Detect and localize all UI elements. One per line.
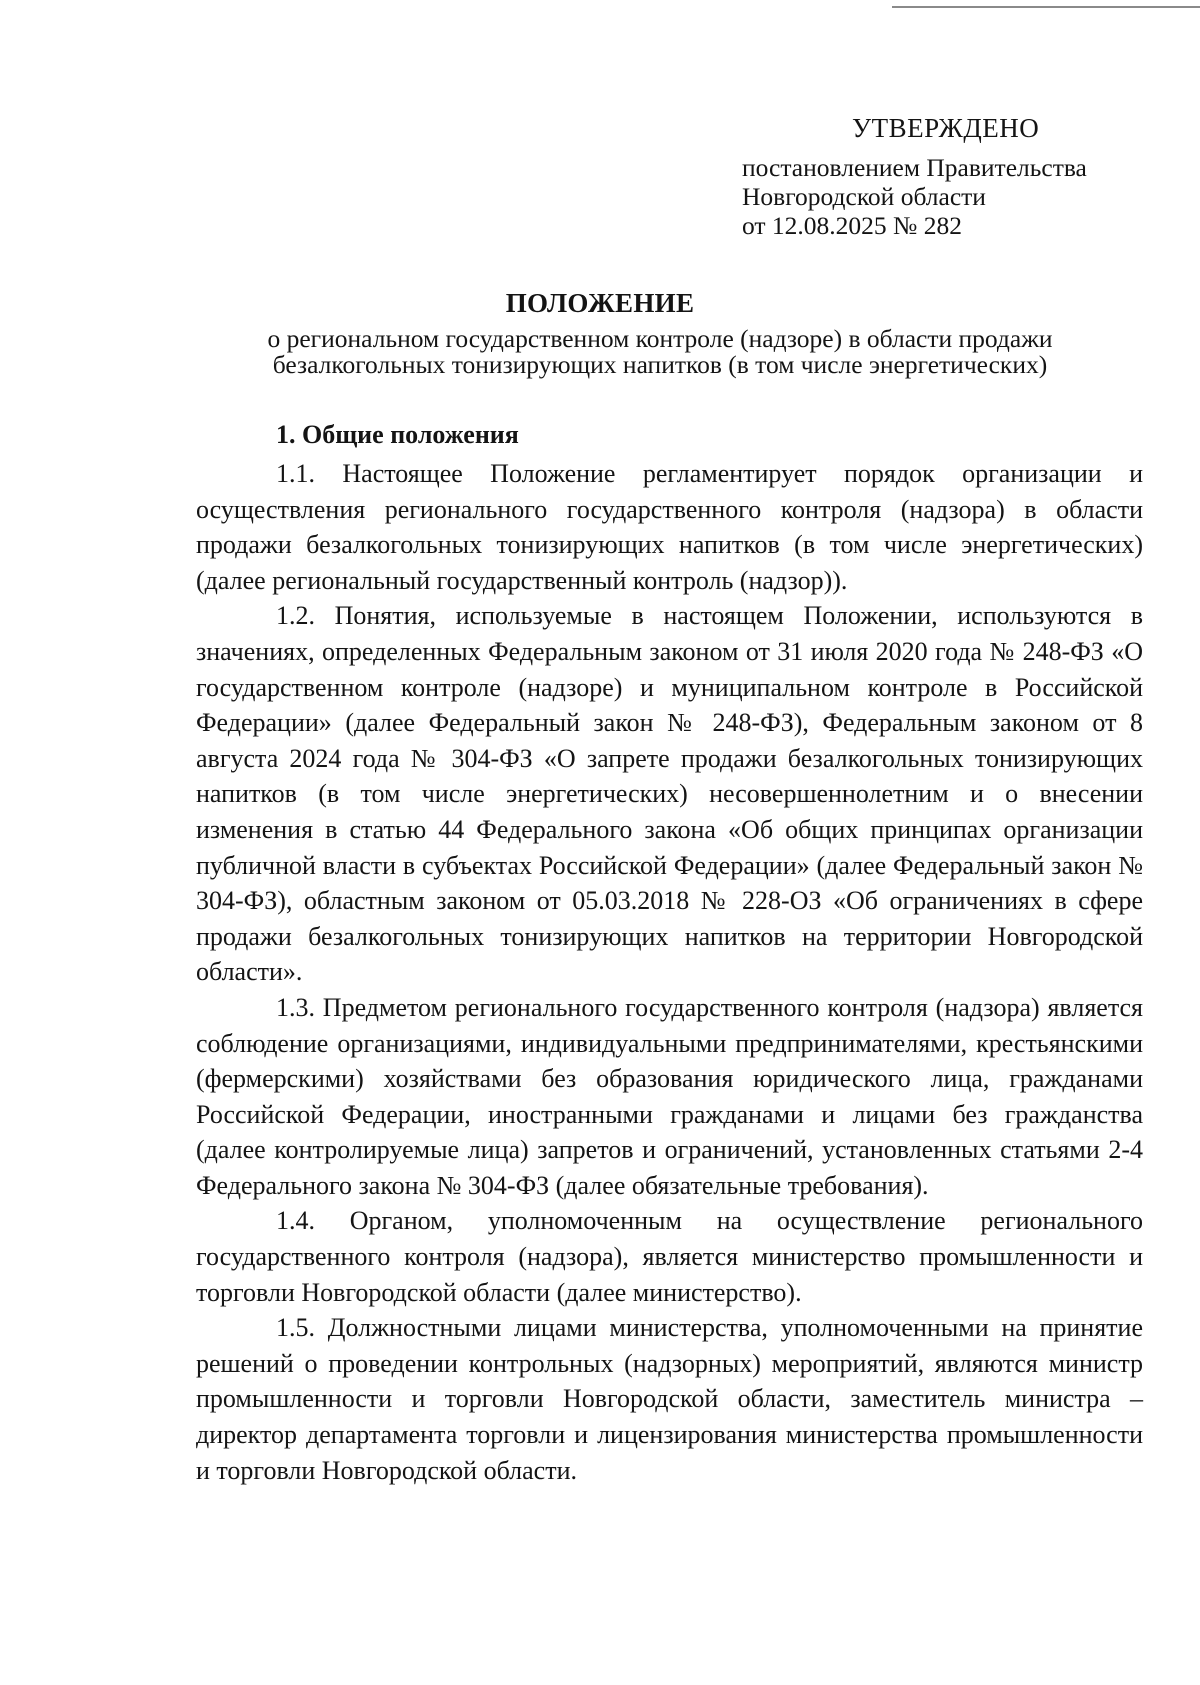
- paragraph-1-4: 1.4. Органом, уполномоченным на осуществление регионального государственного контроля (надзора), является министерство промышленности и торговли Новгородской области (далее министерство).: [196, 1206, 1143, 1307]
- subtitle-line-2: безалкогольных тонизирующих напитков (в том числе энергетических): [272, 350, 1048, 379]
- scan-edge-line: [892, 6, 1200, 8]
- approval-line-date-number: от 12.08.2025 № 282: [742, 211, 963, 240]
- approval-line-resolution: постановлением Правительства: [742, 153, 1087, 182]
- document-title: ПОЛОЖЕНИЕ: [505, 288, 695, 318]
- document-subtitle: [200, 326, 1120, 378]
- paragraph-1-3: 1.3. Предметом регионального государственного контроля (надзора) является соблюдение организациями, индивидуальными предпринимателями, крестьянскими (фермерскими) хозяйствами без образования юридического лица, гражданами Российской Федерации, иностранными гражданами и лицами без гражданства (далее контролируемые лица) запретов и ограничений, установленных статьями 2-4 Федерального закона № 304-ФЗ (далее обязательные требования).: [196, 992, 1143, 1200]
- section-heading: 1. Общие положения: [276, 420, 519, 449]
- section-body: [196, 456, 1143, 1488]
- paragraph-1-1: 1.1. Настоящее Положение регламентирует порядок организации и осуществления регионального государственного контроля (надзора) в области продажи безалкогольных тонизирующих напитков (в том числе энергетических) (далее региональный государственный контроль (надзор)).: [196, 459, 1143, 595]
- subtitle-line-1: о региональном государственном контроле (надзоре) в области продажи: [267, 324, 1053, 353]
- paragraph-1-5: 1.5. Должностными лицами министерства, уполномоченными на принятие решений о проведении контрольных (надзорных) мероприятий, являются министр промышленности и торговли Новгородской области, заместитель министра – директор департамента торговли и лицензирования министерства промышленности и торговли Новгородской области.: [196, 1313, 1143, 1485]
- approval-line-region: Новгородской области: [742, 182, 986, 211]
- paragraph-1-2: 1.2. Понятия, используемые в настоящем Положении, используются в значениях, определенных Федеральным законом от 31 июля 2020 года № 248-ФЗ «О государственном контроле (надзоре) и муниципальном контроле в Российской Федерации» (далее Федеральный закон № 248-ФЗ), Федеральным законом от 8 августа 2024 года № 304-ФЗ «О запрете продажи безалкогольных тонизирующих напитков (в том числе энергетических) несовершеннолетним и о внесении изменения в статью 44 Федерального закона «Об общих принципах организации публичной власти в субъектах Российской Федерации» (далее Федеральный закон № 304-ФЗ), областным законом от 05.03.2018 № 228-ОЗ «Об ограничениях в сфере продажи безалкогольных тонизирующих напитков на территории Новгородской области».: [196, 601, 1143, 987]
- approval-stamp-block: [742, 114, 1142, 240]
- approval-title: УТВЕРЖДЕНО: [852, 113, 1040, 143]
